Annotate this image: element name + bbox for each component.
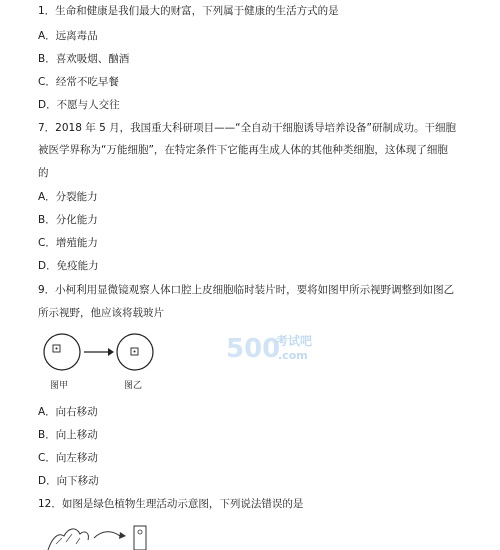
watermark-text: 考试吧 [276,334,313,348]
view-a-circle [44,334,80,370]
q9-option-c: C．向左移动 [38,452,98,464]
q9-stem-line2: 所示视野，他应该将载玻片 [38,307,164,319]
site-watermark-logo [226,327,326,369]
q9-option-a: A．向右移动 [38,406,98,418]
q7-option-d: D．免疫能力 [38,260,99,272]
q7-option-a: A．分裂能力 [38,191,98,203]
fig-label-b: 图乙 [124,381,143,391]
q9-option-d: D．向下移动 [38,475,99,487]
q9-option-b: B．向上移动 [38,429,98,441]
q9-stem-line1: 9．小柯利用显微镜观察人体口腔上皮细胞临时装片时，要将如图甲所示视野调整到如图乙 [38,284,455,296]
fig-label-a: 图甲 [50,381,69,391]
plant-arrow-curve [94,532,120,538]
q7-option-b: B．分化能力 [38,214,98,226]
q7-stem-line1: 7．2018 年 5 月，我国重大科研项目——“全自动干细胞诱导培养设备”研制成功。干细胞 [38,122,456,134]
q1-option-d: D．不愿与人交往 [38,99,120,111]
q1-stem: 1．生命和健康是我们最大的财富，下列属于健康的生活方式的是 [38,5,339,17]
microscope-view-figure [42,330,172,394]
q1-option-b: B．喜欢吸烟、酗酒 [38,53,130,65]
plant-activity-figure [42,518,162,550]
q1-option-c: C．经常不吃早餐 [38,76,119,88]
q7-stem-line2: 被医学界称为“万能细胞”，在特定条件下它能再生成人体的其他种类细胞，这体现了细胞 [38,144,448,156]
arrow-head [108,348,114,356]
q7-stem-line3: 的 [38,167,49,179]
watermark-domain: .com [278,349,308,362]
watermark-number: 500 [226,334,281,364]
q1-option-a: A．远离毒品 [38,30,98,42]
q12-stem: 12．如图是绿色植物生理活动示意图，下列说法错误的是 [38,498,304,510]
plant-stem-box [134,526,146,550]
q7-option-c: C．增殖能力 [38,237,98,249]
